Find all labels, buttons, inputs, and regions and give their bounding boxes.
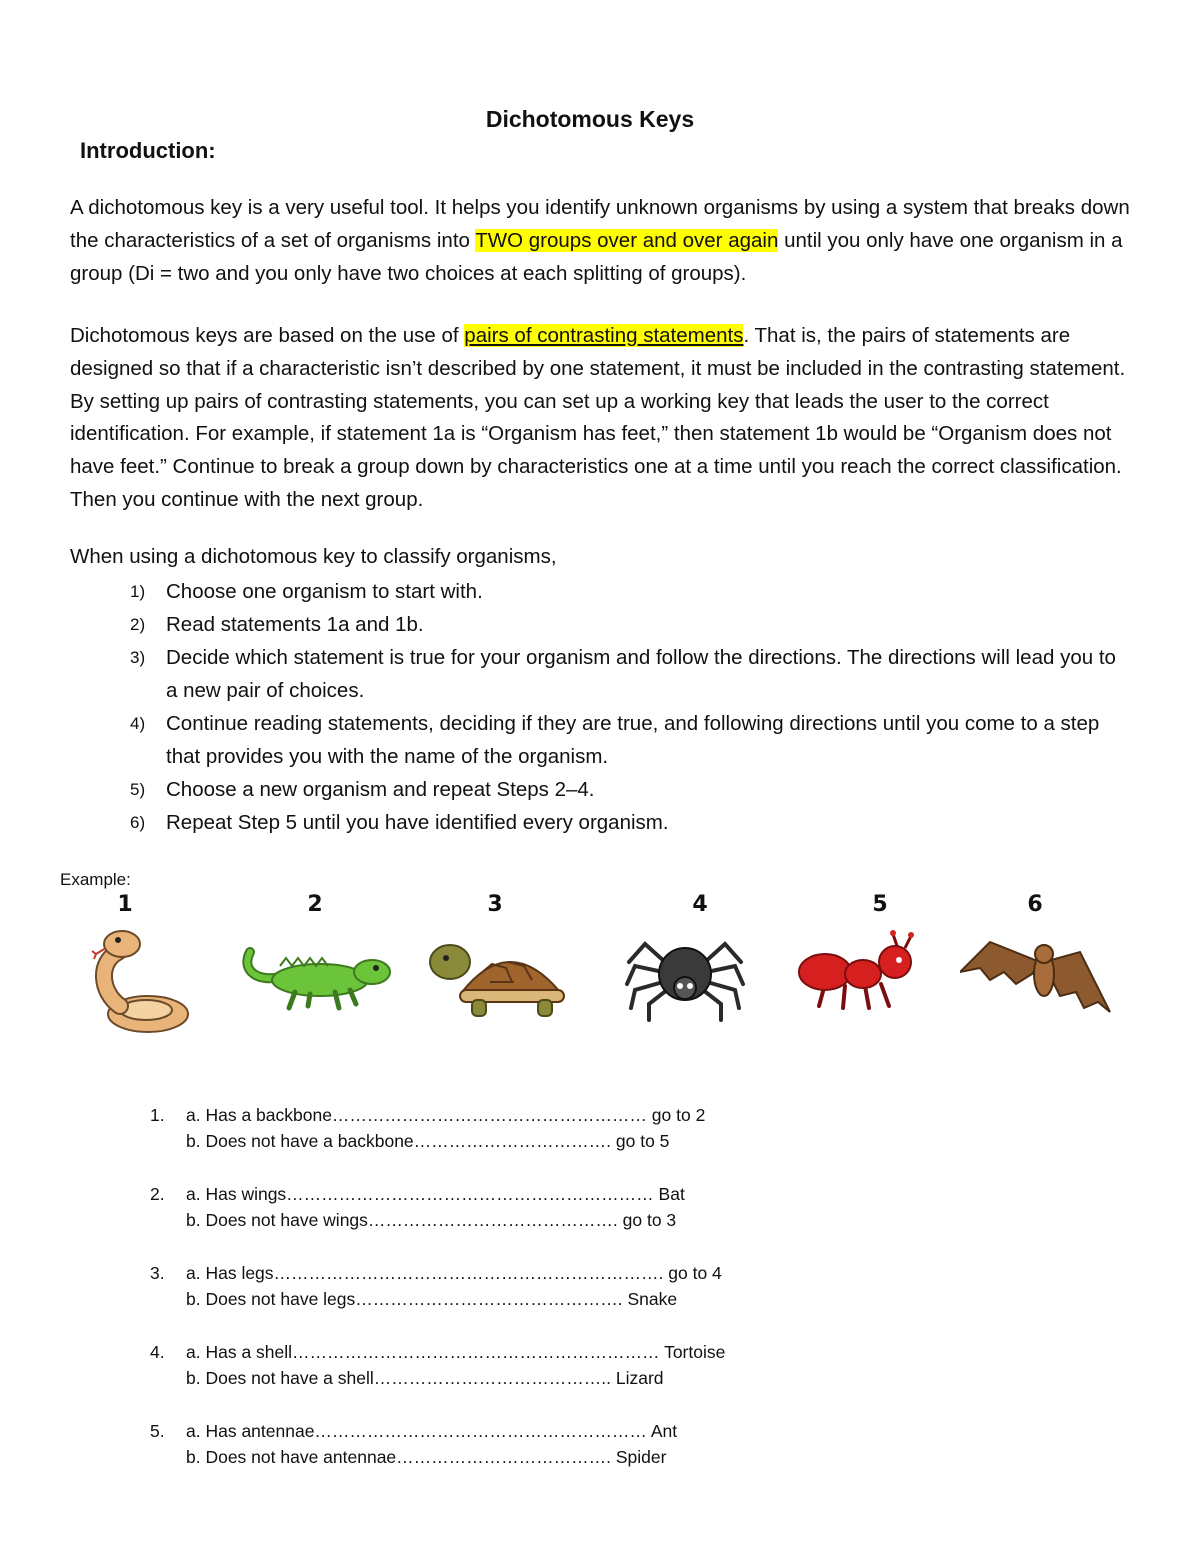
steps-list <box>70 575 1130 839</box>
key-number: 2. <box>150 1184 165 1204</box>
page-title: Dichotomous Keys <box>485 106 695 132</box>
intro-heading: Introduction: <box>80 138 216 163</box>
animal-gallery <box>60 892 1150 1042</box>
key-option-a: a. Has a backbone……………………………………………… go to 2 <box>186 1105 706 1125</box>
animal-number: 2 <box>307 892 323 917</box>
tortoise-icon <box>420 922 570 1040</box>
step-text: Repeat Step 5 until you have identified every organism. <box>166 811 669 834</box>
intro-paragraph <box>70 192 1140 290</box>
step-item <box>70 608 1130 641</box>
step-number: 3) <box>130 648 146 667</box>
key-number: 5. <box>150 1421 165 1441</box>
spider-icon <box>605 922 755 1040</box>
step-number: 2) <box>130 615 146 634</box>
animal-card-spider <box>605 892 755 1042</box>
animal-number: 3 <box>487 892 503 917</box>
step-number: 5) <box>130 780 146 799</box>
key-number: 1. <box>150 1105 165 1125</box>
para1-highlight: TWO groups over and over again <box>475 228 779 252</box>
key-option-b: b. Does not have a shell………………………………….. Lizard <box>186 1368 664 1388</box>
key-option-b: b. Does not have antennae………………………………. Spider <box>186 1447 667 1467</box>
animal-card-ant <box>785 892 935 1042</box>
steps-lead: When using a dichotomous key to classify organisms, <box>70 545 557 568</box>
animal-number: 1 <box>117 892 133 917</box>
animal-card-lizard <box>240 892 390 1042</box>
animal-number: 6 <box>1027 892 1043 917</box>
animal-number: 4 <box>692 892 708 917</box>
step-text: Choose a new organism and repeat Steps 2–4. <box>166 778 595 801</box>
step-text: Decide which statement is true for your organism and follow the directions. The directions will lead you to a new pair of choices. <box>166 646 1116 702</box>
animal-card-snake <box>60 892 210 1042</box>
animal-card-tortoise <box>420 892 570 1042</box>
snake-icon <box>60 922 210 1040</box>
example-label: Example: <box>60 870 131 889</box>
lizard-icon <box>240 922 400 1040</box>
key-option-a: a. Has a shell……………………………………………………… Tortoise <box>186 1342 726 1362</box>
ant-icon <box>785 922 935 1040</box>
key-option-b: b. Does not have wings……………………………………. go to 3 <box>186 1210 677 1230</box>
para1-text-before: A dichotomous key is a very useful tool. It helps you identify unknown organisms by using a system that breaks down the characteristics of a set of organisms into <box>70 196 1130 252</box>
key-option-a: a. Has legs…………………………………………………………. go to 4 <box>186 1263 722 1283</box>
contrast-paragraph <box>70 320 1140 517</box>
key-number: 3. <box>150 1263 165 1283</box>
para2-text-after: . That is, the pairs of statements are designed so that if a characteristic isn’t described by one statement, it must be included in the contrasting statement. By setting up pairs of contrasting statements, you can set up a working key that leads the user to the correct identification. For example, if statement 1a is “Organism has feet,” then statement 1b would be “Organism does not have feet.” Continue to break a group down by characteristics one at a time until you reach the correct classification. Then you continue with the next group. <box>70 324 1126 511</box>
animal-card-bat <box>960 892 1110 1042</box>
step-text: Read statements 1a and 1b. <box>166 613 424 636</box>
animal-number: 5 <box>872 892 888 917</box>
step-item <box>70 707 1130 773</box>
key-option-b: b. Does not have a backbone……………………………. go to 5 <box>186 1131 670 1151</box>
key-number: 4. <box>150 1342 165 1362</box>
step-number: 6) <box>130 813 146 832</box>
bat-icon <box>960 922 1120 1040</box>
step-text: Continue reading statements, deciding if they are true, and following directions until you come to a step that provides you with the name of the organism. <box>166 712 1100 768</box>
step-number: 4) <box>130 714 146 733</box>
key-option-a: a. Has antennae………………………………………………… Ant <box>186 1421 678 1441</box>
step-item <box>70 641 1130 707</box>
step-number: 1) <box>130 582 146 601</box>
step-text: Choose one organism to start with. <box>166 580 483 603</box>
para2-highlight: pairs of contrasting statements <box>464 324 744 347</box>
key-option-b: b. Does not have legs………………………………………. Snake <box>186 1289 678 1309</box>
step-item <box>70 575 1130 608</box>
step-item <box>70 773 1130 806</box>
para1-text-after: until you only have one organism in a group (Di = two and you only have two choices at each splitting of groups). <box>70 228 1123 285</box>
para2-text-before: Dichotomous keys are based on the use of <box>70 324 465 347</box>
key-option-a: a. Has wings……………………………………………………… Bat <box>186 1184 685 1204</box>
step-item <box>70 806 1130 839</box>
